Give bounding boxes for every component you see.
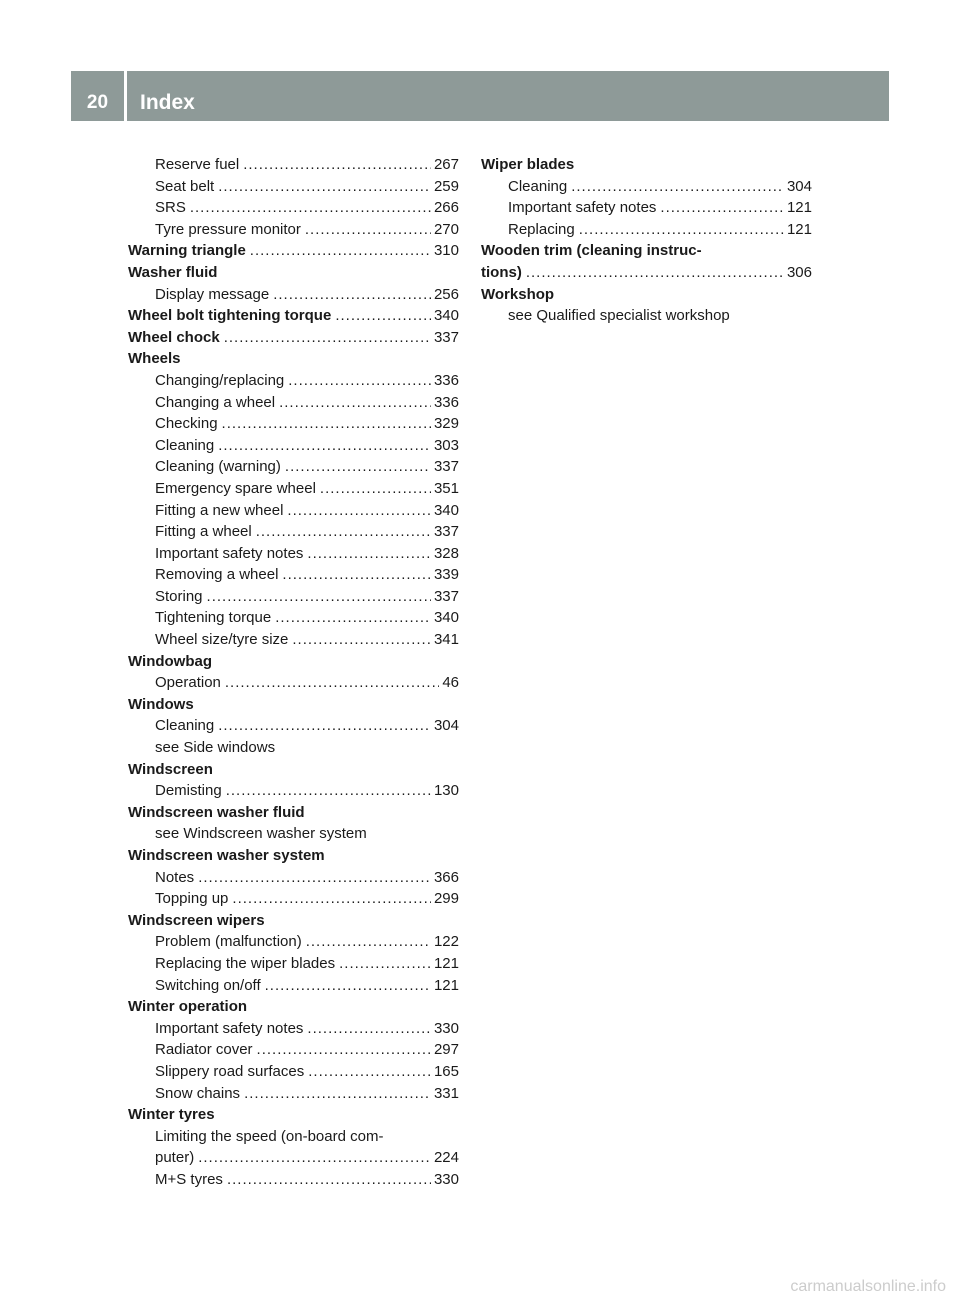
entry-text: Reserve fuel bbox=[155, 156, 240, 173]
leader-dots bbox=[287, 500, 431, 522]
entry-text: Fitting a new wheel bbox=[155, 501, 284, 519]
index-heading bbox=[128, 1104, 459, 1126]
index-heading bbox=[128, 910, 459, 932]
entry-text: Windscreen washer system bbox=[128, 847, 325, 864]
leader-dots bbox=[307, 543, 431, 565]
leader-dots bbox=[218, 715, 431, 737]
page-reference[interactable]: 337 bbox=[433, 523, 459, 541]
page-reference[interactable]: 165 bbox=[433, 1062, 459, 1080]
index-heading bbox=[481, 284, 812, 306]
index-heading bbox=[128, 305, 459, 327]
entry-text: Removing a wheel bbox=[155, 566, 279, 584]
section-title: Index bbox=[140, 91, 195, 114]
page-reference[interactable]: 351 bbox=[433, 479, 459, 497]
entry-text: Demisting bbox=[155, 782, 222, 800]
page-reference[interactable]: 299 bbox=[433, 890, 459, 908]
entry-text: Operation bbox=[155, 674, 221, 692]
entry-text: Tightening torque bbox=[155, 609, 272, 627]
index-entry bbox=[128, 478, 459, 500]
leader-dots bbox=[285, 456, 431, 478]
page-reference[interactable]: 121 bbox=[433, 976, 459, 994]
leader-dots bbox=[232, 888, 431, 910]
index-heading bbox=[128, 845, 459, 867]
leader-dots bbox=[282, 564, 431, 586]
entry-text: Radiator cover bbox=[155, 1041, 253, 1059]
index-entry bbox=[128, 953, 459, 975]
entry-text: Important safety notes bbox=[155, 1019, 304, 1037]
leader-dots bbox=[218, 435, 431, 457]
leader-dots bbox=[288, 370, 431, 392]
page-reference[interactable]: 310 bbox=[433, 242, 459, 260]
index-entry bbox=[128, 284, 459, 306]
entry-text: Slippery road surfaces bbox=[155, 1062, 305, 1080]
page-reference[interactable]: 329 bbox=[433, 415, 459, 433]
index-entry bbox=[481, 305, 812, 327]
leader-dots bbox=[257, 1039, 431, 1061]
leader-dots bbox=[256, 521, 431, 543]
page-reference[interactable]: 328 bbox=[433, 544, 459, 562]
entry-text: Wiper blades bbox=[481, 156, 575, 173]
index-entry bbox=[128, 780, 459, 802]
entry-text: Limiting the speed (on-board com- bbox=[155, 1127, 384, 1145]
entry-text: Wheels bbox=[128, 350, 181, 368]
leader-dots bbox=[526, 262, 784, 284]
leader-dots bbox=[190, 197, 431, 219]
page-reference[interactable]: 366 bbox=[433, 868, 459, 886]
page-reference[interactable]: 340 bbox=[433, 609, 459, 627]
entry-text: Switching on/off bbox=[155, 976, 261, 994]
leader-dots bbox=[243, 154, 431, 176]
index-entry bbox=[128, 500, 459, 522]
index-entry bbox=[128, 1147, 459, 1169]
index-entry bbox=[481, 197, 812, 219]
page-reference[interactable]: 121 bbox=[786, 199, 812, 217]
entry-text: Windows bbox=[128, 695, 194, 713]
leader-dots bbox=[335, 305, 431, 327]
entry-text: Windscreen bbox=[128, 760, 213, 778]
index-entry bbox=[128, 219, 459, 241]
entry-text: M+S tyres bbox=[155, 1170, 223, 1188]
page-reference[interactable]: 336 bbox=[433, 393, 459, 411]
entry-text: see Side windows bbox=[155, 739, 276, 757]
entry-text: Fitting a wheel bbox=[155, 523, 252, 541]
index-heading bbox=[128, 694, 459, 716]
index-entry bbox=[128, 586, 459, 608]
entry-text: Replacing the wiper blades bbox=[155, 954, 336, 972]
page-reference[interactable]: 337 bbox=[433, 458, 459, 476]
index-heading bbox=[481, 240, 812, 262]
index-entry bbox=[128, 975, 459, 997]
index-entry bbox=[128, 197, 459, 219]
page-reference[interactable]: 266 bbox=[433, 199, 459, 217]
entry-text: Important safety notes bbox=[155, 544, 304, 562]
entry-text: Windscreen washer fluid bbox=[128, 803, 305, 821]
page-reference[interactable]: 306 bbox=[786, 263, 812, 281]
index-entry bbox=[128, 931, 459, 953]
index-entry bbox=[128, 1039, 459, 1061]
leader-dots bbox=[660, 197, 784, 219]
page-reference[interactable]: 224 bbox=[433, 1149, 459, 1167]
index-entry bbox=[128, 370, 459, 392]
index-entry bbox=[128, 823, 459, 845]
leader-dots bbox=[222, 413, 431, 435]
leader-dots bbox=[265, 975, 431, 997]
entry-text: puter) bbox=[155, 1149, 195, 1167]
index-entry bbox=[128, 715, 459, 737]
entry-text: Washer fluid bbox=[128, 263, 218, 281]
page-reference[interactable]: 341 bbox=[433, 631, 459, 649]
index-entry bbox=[128, 1126, 459, 1148]
index-heading bbox=[128, 759, 459, 781]
watermark: carmanualsonline.info bbox=[790, 1278, 946, 1295]
entry-text: SRS bbox=[155, 199, 186, 217]
leader-dots bbox=[198, 867, 431, 889]
entry-text: Emergency spare wheel bbox=[155, 479, 316, 497]
index-heading bbox=[128, 327, 459, 349]
page-reference[interactable]: 340 bbox=[433, 501, 459, 519]
entry-text: Checking bbox=[155, 415, 218, 433]
page-reference[interactable]: 121 bbox=[433, 954, 459, 972]
entry-text: Cleaning bbox=[155, 436, 215, 454]
page-reference[interactable]: 130 bbox=[433, 782, 459, 800]
leader-dots bbox=[250, 240, 431, 262]
index-entry bbox=[128, 456, 459, 478]
leader-dots bbox=[305, 219, 431, 241]
entry-text: Wheel chock bbox=[128, 328, 220, 346]
page-reference[interactable]: 330 bbox=[433, 1170, 459, 1188]
entry-text: Important safety notes bbox=[508, 199, 657, 217]
index-entry bbox=[128, 1061, 459, 1083]
page-reference[interactable]: 340 bbox=[433, 307, 459, 325]
page-reference[interactable]: 331 bbox=[433, 1084, 459, 1102]
index-heading bbox=[128, 996, 459, 1018]
entry-text: Snow chains bbox=[155, 1084, 241, 1102]
entry-text: Winter operation bbox=[128, 998, 248, 1016]
page-reference[interactable]: 330 bbox=[433, 1019, 459, 1037]
entry-text: Problem (malfunction) bbox=[155, 933, 302, 951]
index-entry bbox=[128, 867, 459, 889]
leader-dots bbox=[571, 176, 784, 198]
index-heading bbox=[481, 154, 812, 176]
leader-dots bbox=[218, 176, 431, 198]
page-reference[interactable]: 267 bbox=[433, 156, 459, 173]
leader-dots bbox=[244, 1083, 431, 1105]
leader-dots bbox=[227, 1169, 431, 1191]
entry-text: Cleaning bbox=[155, 717, 215, 735]
page-reference[interactable]: 336 bbox=[433, 371, 459, 389]
index-heading bbox=[128, 262, 459, 284]
page-reference[interactable]: 297 bbox=[433, 1041, 459, 1059]
entry-text: see Qualified specialist workshop bbox=[508, 307, 730, 325]
index-entry bbox=[128, 435, 459, 457]
leader-dots bbox=[306, 931, 431, 953]
index-entry bbox=[481, 219, 812, 241]
index-entry bbox=[128, 607, 459, 629]
index-column-right bbox=[481, 154, 812, 327]
index-entry bbox=[128, 176, 459, 198]
page-reference[interactable]: 121 bbox=[786, 220, 812, 238]
page-reference[interactable]: 270 bbox=[433, 220, 459, 238]
index-entry bbox=[128, 672, 459, 694]
index-heading bbox=[481, 262, 812, 284]
entry-text: Wheel size/tyre size bbox=[155, 631, 289, 649]
index-heading bbox=[128, 240, 459, 262]
leader-dots bbox=[273, 284, 431, 306]
entry-text: Wooden trim (cleaning instruc- bbox=[481, 242, 702, 260]
entry-text: Display message bbox=[155, 285, 270, 303]
index-entry bbox=[128, 564, 459, 586]
entry-text: Tyre pressure monitor bbox=[155, 220, 301, 238]
index-entry bbox=[128, 1169, 459, 1191]
entry-text: Windscreen wipers bbox=[128, 911, 265, 929]
leader-dots bbox=[224, 327, 431, 349]
index-entry bbox=[128, 888, 459, 910]
index-heading bbox=[128, 651, 459, 673]
leader-dots bbox=[275, 607, 431, 629]
leader-dots bbox=[307, 1018, 431, 1040]
leader-dots bbox=[198, 1147, 431, 1169]
page-reference[interactable]: 46 bbox=[442, 674, 459, 692]
page-reference[interactable]: 259 bbox=[433, 177, 459, 195]
entry-text: Replacing bbox=[508, 220, 575, 238]
index-entry bbox=[128, 543, 459, 565]
index-entry bbox=[128, 392, 459, 414]
index-heading bbox=[128, 348, 459, 370]
leader-dots bbox=[320, 478, 431, 500]
entry-text: Changing a wheel bbox=[155, 393, 276, 411]
leader-dots bbox=[225, 672, 439, 694]
entry-text: Seat belt bbox=[155, 177, 215, 195]
entry-text: Storing bbox=[155, 587, 203, 605]
entry-text: Topping up bbox=[155, 890, 229, 908]
header-divider bbox=[124, 71, 127, 121]
page-reference[interactable]: 256 bbox=[433, 285, 459, 303]
entry-text: Windowbag bbox=[128, 652, 213, 670]
entry-text: Wheel bolt tightening torque bbox=[128, 307, 332, 325]
index-entry bbox=[128, 413, 459, 435]
entry-text: Warning triangle bbox=[128, 242, 246, 260]
page-reference[interactable]: 337 bbox=[433, 328, 459, 346]
index-entry bbox=[128, 1018, 459, 1040]
leader-dots bbox=[292, 629, 431, 651]
entry-text: Cleaning (warning) bbox=[155, 458, 281, 476]
entry-text: tions) bbox=[481, 263, 522, 281]
entry-text: Cleaning bbox=[508, 177, 568, 195]
page-reference[interactable]: 339 bbox=[433, 566, 459, 584]
entry-text: Workshop bbox=[481, 285, 555, 303]
leader-dots bbox=[308, 1061, 431, 1083]
index-entry bbox=[128, 629, 459, 651]
page-reference[interactable]: 304 bbox=[786, 177, 812, 195]
page-reference[interactable]: 337 bbox=[433, 587, 459, 605]
leader-dots bbox=[579, 219, 784, 241]
index-entry bbox=[128, 154, 459, 176]
leader-dots bbox=[207, 586, 431, 608]
page-reference[interactable]: 303 bbox=[433, 436, 459, 454]
index-column-left bbox=[128, 154, 459, 1191]
entry-text: see Windscreen washer system bbox=[155, 825, 367, 843]
index-entry bbox=[128, 1083, 459, 1105]
leader-dots bbox=[226, 780, 431, 802]
entry-text: Changing/replacing bbox=[155, 371, 285, 389]
leader-dots bbox=[339, 953, 431, 975]
index-entry bbox=[481, 176, 812, 198]
index-entry bbox=[128, 521, 459, 543]
page-reference[interactable]: 304 bbox=[433, 717, 459, 735]
entry-text: Notes bbox=[155, 868, 195, 886]
leader-dots bbox=[279, 392, 431, 414]
index-heading bbox=[128, 802, 459, 824]
entry-text: Winter tyres bbox=[128, 1106, 215, 1124]
page-number: 20 bbox=[86, 92, 109, 113]
page-reference[interactable]: 122 bbox=[433, 933, 459, 951]
index-entry bbox=[128, 737, 459, 759]
